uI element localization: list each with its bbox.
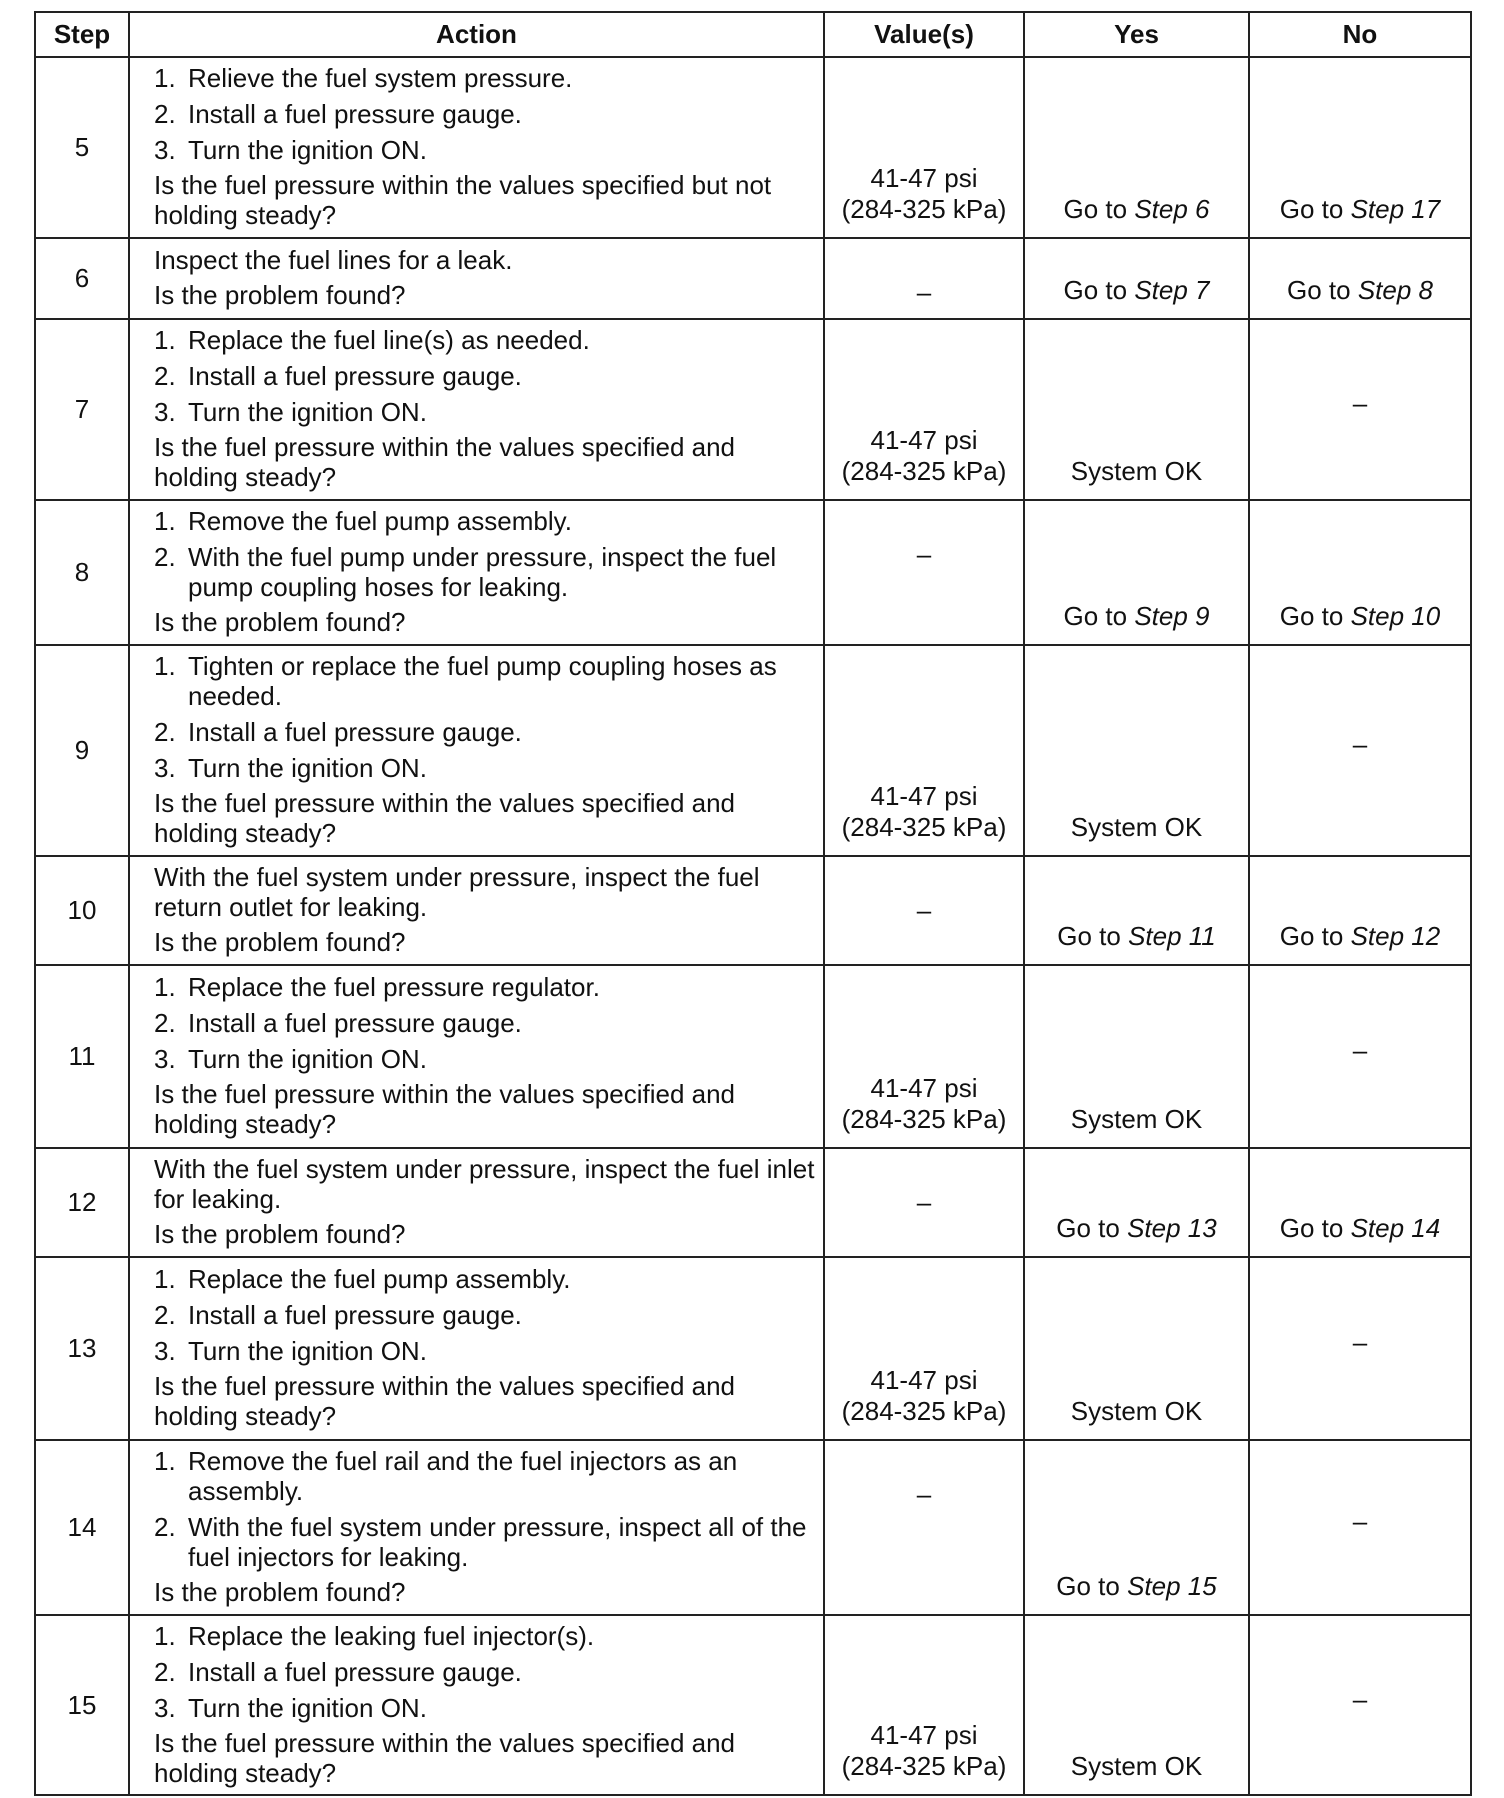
no-cell [1249,319,1471,500]
yes-goto-prefix: Go to [1063,275,1135,305]
action-step-number: 2. [154,1656,176,1687]
action-question: Is the fuel pressure within the values specified and holding steady? [154,1371,736,1431]
action-question: Is the problem found? [154,280,406,310]
value-cell [824,238,1024,319]
yes-cell [1024,319,1249,500]
table-row [35,1615,1471,1795]
no-cell [1249,500,1471,645]
action-step [154,1446,815,1506]
yes-text: System OK [1070,812,1203,842]
action-step-number: 1. [154,1264,176,1294]
action-step-number: 1. [154,1446,176,1476]
no-step-reference: Step 8 [1357,275,1433,305]
action-step-number: 3. [154,1336,176,1366]
action-step [154,506,815,536]
action-step-number: 1. [154,63,176,93]
yes-step-reference: Step 15 [1127,1571,1217,1601]
no-text: – [1352,729,1368,759]
value-text: (284-325 kPa) [841,1751,1007,1781]
action-step-number: 2. [154,1008,176,1038]
action-step [154,1044,815,1074]
action-step [154,1621,815,1651]
yes-text: System OK [1070,1104,1203,1134]
value-cell [824,1440,1024,1615]
yes-goto-prefix: Go to [1063,601,1135,631]
no-cell [1249,1615,1471,1795]
no-step-reference: Step 10 [1350,601,1441,631]
no-text: – [1352,388,1368,418]
value-cell [824,1615,1024,1795]
action-step-text: Turn the ignition ON. [188,1044,427,1074]
no-text: – [1352,1035,1368,1065]
action-question: Is the fuel pressure within the values specified and holding steady? [154,788,736,848]
action-step-text: Turn the ignition ON. [188,397,427,427]
step-number: 12 [35,1148,129,1257]
action-step [154,1264,815,1294]
action-cell [129,57,824,238]
action-step-text: Replace the fuel line(s) as needed. [188,325,590,355]
action-step [154,651,815,711]
yes-cell [1024,238,1249,319]
no-cell [1249,645,1471,856]
step-number: 14 [35,1440,129,1615]
yes-step-reference: Step 13 [1127,1213,1217,1243]
value-cell [824,319,1024,500]
action-step [154,1693,815,1723]
yes-cell [1024,57,1249,238]
yes-step-reference: Step 9 [1134,601,1210,631]
table-body [35,57,1471,1795]
action-step-text: Replace the fuel pressure regulator. [188,972,600,1002]
value-text: 41-47 psi [870,1073,978,1103]
no-cell [1249,856,1471,965]
step-number: 6 [35,238,129,319]
value-cell [824,1148,1024,1257]
value-text: 41-47 psi [870,781,978,811]
header-row [35,12,1471,57]
step-number: 7 [35,319,129,500]
yes-cell [1024,1148,1249,1257]
action-step [154,542,815,602]
action-step [154,1008,815,1038]
action-instruction: With the fuel system under pressure, inspect the fuel return outlet for leaking. [154,862,760,922]
no-goto-prefix: Go to [1279,601,1351,631]
action-cell [129,645,824,856]
action-step [154,63,815,93]
action-step [154,972,815,1002]
action-question: Is the problem found? [154,927,406,957]
action-step-text: Turn the ignition ON. [188,753,427,783]
value-cell [824,57,1024,238]
yes-cell [1024,1257,1249,1440]
value-text: (284-325 kPa) [841,194,1007,224]
no-cell [1249,238,1471,319]
action-cell [129,1257,824,1440]
action-step-number: 1. [154,972,176,1002]
no-goto-prefix: Go to [1279,1213,1351,1243]
step-number: 8 [35,500,129,645]
action-cell [129,319,824,500]
no-goto-prefix: Go to [1279,194,1351,224]
no-step-reference: Step 14 [1350,1213,1441,1243]
action-step-text: Replace the fuel pump assembly. [188,1264,571,1294]
step-number: 9 [35,645,129,856]
no-cell [1249,965,1471,1148]
yes-cell [1024,645,1249,856]
yes-step-reference: Step 6 [1134,194,1210,224]
action-step [154,1336,815,1366]
action-step-number: 1. [154,651,176,681]
action-step-number: 1. [154,506,176,536]
value-text: 41-47 psi [870,425,978,455]
action-step-number: 2. [154,99,176,129]
action-step-text: Turn the ignition ON. [188,135,427,165]
no-text: – [1352,1327,1368,1357]
action-step [154,1512,815,1572]
action-step [154,753,815,783]
action-step [154,397,815,427]
action-cell [129,965,824,1148]
no-step-reference: Step 17 [1350,194,1441,224]
action-step-number: 1. [154,325,176,355]
action-step-number: 3. [154,397,176,427]
action-step-text: Install a fuel pressure gauge. [188,99,522,129]
action-step-number: 2. [154,717,176,747]
action-step [154,1300,815,1330]
no-cell [1249,57,1471,238]
yes-goto-prefix: Go to [1056,1571,1128,1601]
step-number: 10 [35,856,129,965]
value-text: 41-47 psi [870,1720,978,1750]
action-question: Is the fuel pressure within the values specified and holding steady? [154,1727,736,1788]
action-question: Is the fuel pressure within the values specified and holding steady? [154,1079,736,1139]
action-step-text: With the fuel system under pressure, inspect all of the fuel injectors for leaking. [188,1512,807,1572]
action-step-number: 3. [154,753,176,783]
step-number: 13 [35,1257,129,1440]
action-cell [129,238,824,319]
action-step-text: Tighten or replace the fuel pump coupling hoses as needed. [188,651,777,711]
action-step [154,135,815,165]
action-instruction: Inspect the fuel lines for a leak. [154,245,513,275]
action-step-number: 2. [154,361,176,391]
action-step [154,325,815,355]
value-text: (284-325 kPa) [841,456,1007,486]
action-step-number: 1. [154,1620,176,1651]
action-step-text: With the fuel pump under pressure, inspect the fuel pump coupling hoses for leaking. [188,542,777,602]
action-cell [129,1615,824,1795]
header-action: Action [129,12,824,57]
value-text: – [916,277,932,307]
yes-goto-prefix: Go to [1056,1213,1128,1243]
no-cell [1249,1440,1471,1615]
action-step-text: Turn the ignition ON. [188,1692,427,1723]
action-step-number: 3. [154,1044,176,1074]
value-cell [824,1257,1024,1440]
table-row [35,500,1471,645]
yes-cell [1024,965,1249,1148]
value-cell [824,965,1024,1148]
table-row [35,856,1471,965]
yes-cell [1024,1615,1249,1795]
action-cell [129,500,824,645]
table-row [35,57,1471,238]
yes-cell [1024,856,1249,965]
action-step [154,717,815,747]
action-step-text: Remove the fuel pump assembly. [188,506,572,536]
no-cell [1249,1148,1471,1257]
yes-goto-prefix: Go to [1057,921,1129,951]
no-text: – [1352,1506,1368,1536]
action-question: Is the problem found? [154,607,406,637]
header-step: Step [35,12,129,57]
action-cell [129,856,824,965]
action-step-number: 2. [154,1512,176,1542]
action-step-text: Install a fuel pressure gauge. [188,1300,522,1330]
value-text: – [916,1187,932,1217]
table-row [35,965,1471,1148]
action-step-number: 3. [154,135,176,165]
yes-text: System OK [1070,1751,1203,1781]
value-text: 41-47 psi [870,1365,978,1395]
action-step-number: 2. [154,542,176,572]
value-text: (284-325 kPa) [841,1396,1007,1426]
action-step [154,99,815,129]
table-row [35,238,1471,319]
value-text: (284-325 kPa) [841,812,1007,842]
yes-text: System OK [1070,1396,1203,1426]
action-step-number: 3. [154,1692,176,1723]
action-step-text: Relieve the fuel system pressure. [188,63,573,93]
action-step [154,361,815,391]
action-cell [129,1148,824,1257]
yes-goto-prefix: Go to [1063,194,1135,224]
value-text: – [916,895,932,925]
action-step-number: 2. [154,1300,176,1330]
action-question: Is the problem found? [154,1219,406,1249]
action-question: Is the fuel pressure within the values specified and holding steady? [154,432,736,492]
action-step-text: Install a fuel pressure gauge. [188,361,522,391]
table-row [35,1440,1471,1615]
yes-step-reference: Step 7 [1134,275,1210,305]
action-step-text: Install a fuel pressure gauge. [188,1656,522,1687]
value-text: – [916,1479,932,1509]
value-text: – [916,539,932,569]
step-number: 11 [35,965,129,1148]
header-no: No [1249,12,1471,57]
action-step-text: Install a fuel pressure gauge. [188,717,522,747]
action-question: Is the fuel pressure within the values specified but not holding steady? [154,170,772,230]
no-goto-prefix: Go to [1287,275,1358,305]
action-instruction: With the fuel system under pressure, inspect the fuel inlet for leaking. [154,1154,815,1214]
no-cell [1249,1257,1471,1440]
action-step-text: Replace the leaking fuel injector(s). [188,1620,595,1651]
yes-cell [1024,1440,1249,1615]
table-row [35,645,1471,856]
table-row [35,319,1471,500]
no-step-reference: Step 12 [1350,921,1441,951]
value-text: (284-325 kPa) [841,1104,1007,1134]
value-cell [824,500,1024,645]
no-text: – [1352,1683,1368,1714]
no-goto-prefix: Go to [1279,921,1351,951]
action-question: Is the problem found? [154,1577,406,1607]
action-step-text: Remove the fuel rail and the fuel injectors as an assembly. [188,1446,738,1506]
value-cell [824,645,1024,856]
header-values: Value(s) [824,12,1024,57]
table-row [35,1257,1471,1440]
yes-cell [1024,500,1249,645]
yes-text: System OK [1070,456,1203,486]
action-cell [129,1440,824,1615]
value-text: 41-47 psi [870,163,978,193]
step-number: 15 [35,1615,129,1795]
action-step-text: Turn the ignition ON. [188,1336,427,1366]
step-number: 5 [35,57,129,238]
header-yes: Yes [1024,12,1249,57]
yes-step-reference: Step 11 [1128,921,1216,951]
value-cell [824,856,1024,965]
diagnostic-table [34,11,1472,1796]
action-step [154,1657,815,1687]
table-row [35,1148,1471,1257]
action-step-text: Install a fuel pressure gauge. [188,1008,522,1038]
